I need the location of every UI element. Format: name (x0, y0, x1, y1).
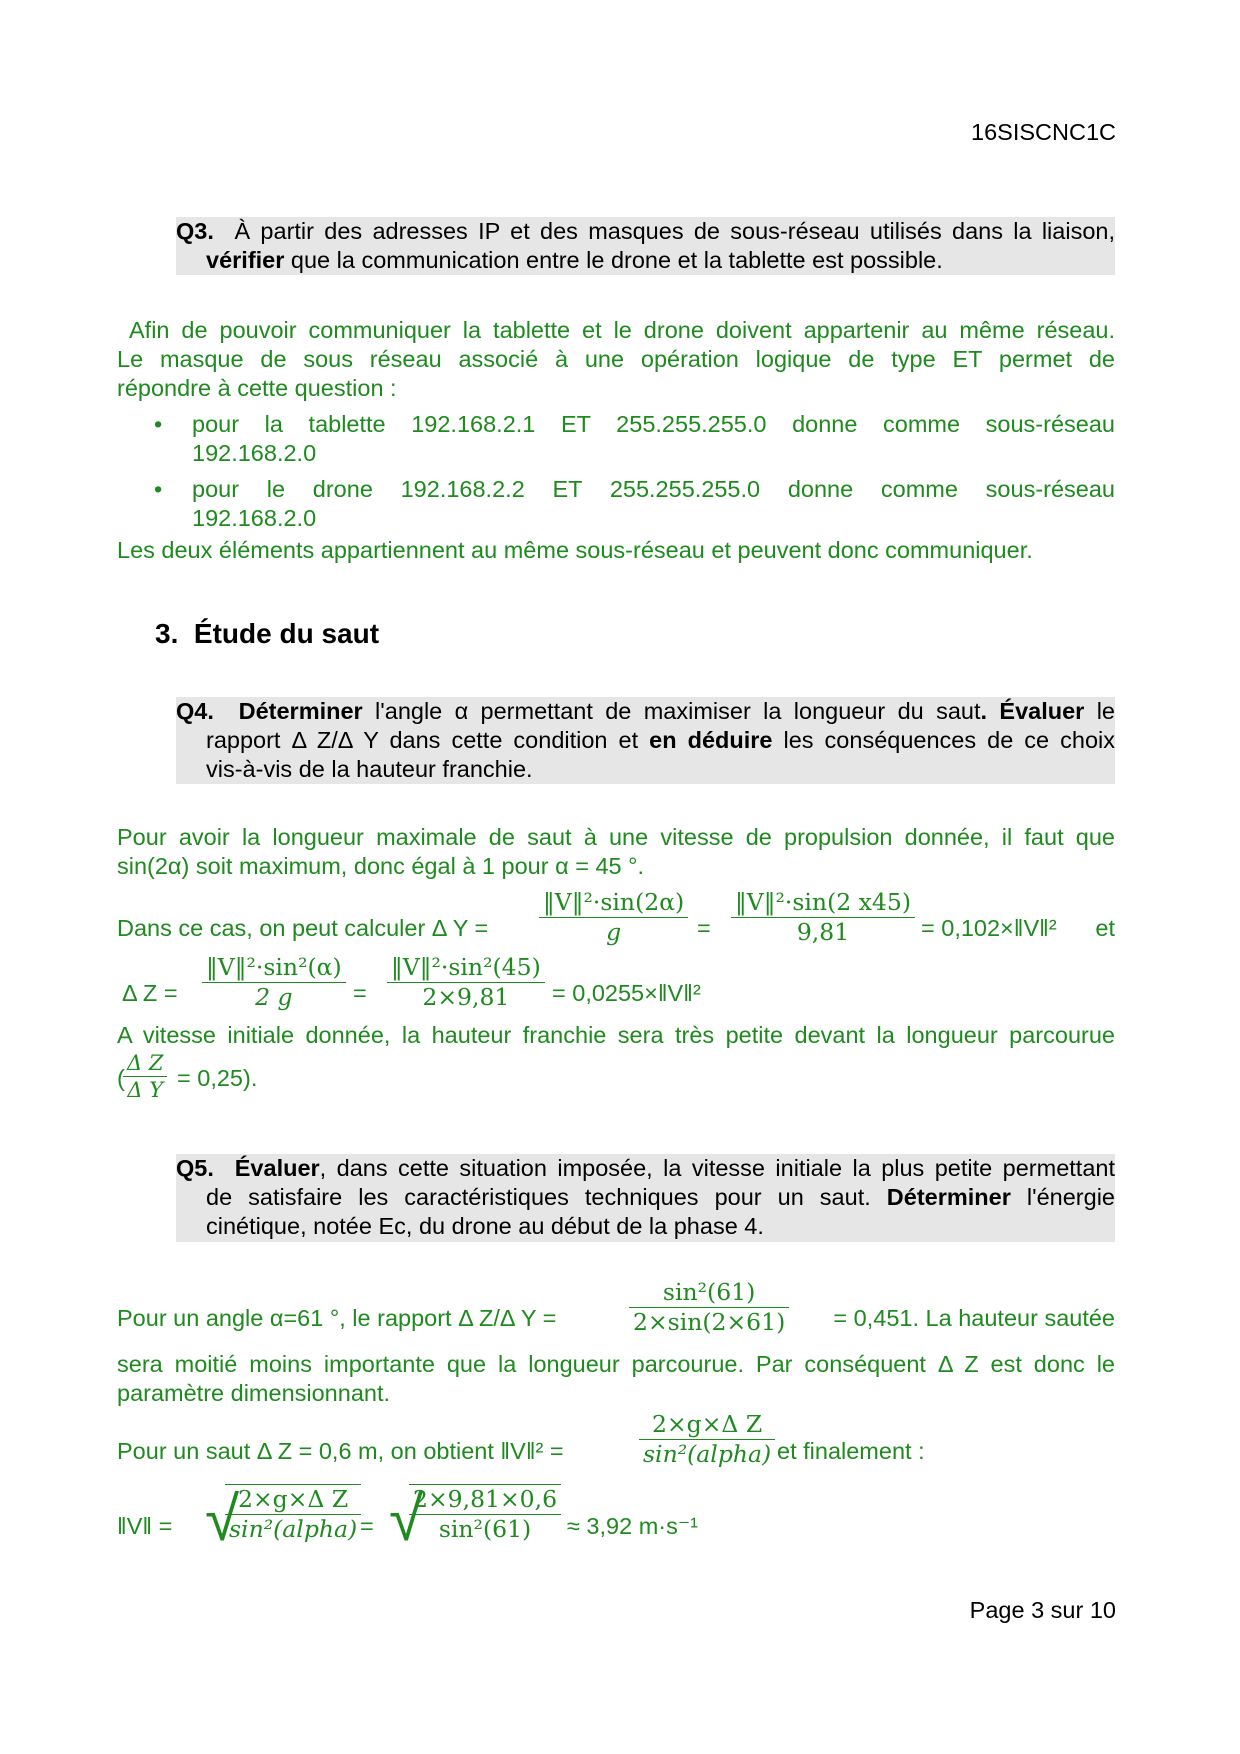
a5-f-fraction-1 (225, 1484, 361, 1544)
a5-f1-den: sin²(alpha) (229, 1515, 358, 1543)
q4-text-2: le (1084, 698, 1115, 724)
a4-dz-fraction-1 (202, 953, 346, 1012)
answer-q4 (117, 823, 1115, 881)
q5-verb-determine: Déterminer (886, 1184, 1011, 1210)
a3-bullet-2-line1: pour le drone 192.168.2.2 ET 255.255.255.0 donne comme sous-réseau (192, 476, 1115, 502)
q5-text-3: l'énergie (1010, 1184, 1115, 1210)
q3-line2: que la communication entre le drone et la tablette est possible. (284, 247, 943, 273)
a5-r-tail: = 0,451. La hauteur sautée (833, 1305, 1115, 1331)
a4-ratio-open: ( (117, 1065, 125, 1091)
q4-verb-determine: Déterminer (238, 698, 363, 724)
a4-eq-1: = (697, 915, 711, 941)
q4-text-3: rapport Δ Z/Δ Y dans cette condition et (206, 727, 650, 753)
a5-f-fraction-2 (409, 1484, 561, 1544)
a4-dy-result: = 0,102×‖V‖² (921, 915, 1057, 941)
a5-p1: sera moitié moins importante que la longueur parcourue. Par conséquent Δ Z est donc le (117, 1351, 1115, 1377)
a5-f-lead: ‖V‖ = (117, 1513, 173, 1539)
a4-ratio-tail: = 0,25). (177, 1065, 258, 1091)
a4-dz-lead: Δ Z = (122, 980, 178, 1006)
a4-dy-f2-den: 9,81 (796, 918, 850, 946)
a3-intro1: Afin de pouvoir communiquer la tablette et le drone doivent appartenir au même réseau. (129, 317, 1115, 343)
a3-bullet-2-line2: 192.168.2.0 (192, 505, 317, 531)
a5-v-tail: et finalement : (777, 1438, 925, 1464)
a3-bullet-2 (117, 475, 1115, 533)
section-title: Étude du saut (193, 618, 380, 649)
q4-label: Q4. (176, 698, 214, 724)
a3-bullet-1-line2: 192.168.2.0 (192, 440, 317, 466)
a5-ratio-fraction (629, 1278, 789, 1337)
a4-p3-block (117, 1021, 1115, 1050)
a4-dz-f1-num: ‖V‖²·sin²(α) (202, 953, 346, 983)
q4-text-1: l'angle α permettant de maximiser la longueur du saut (362, 698, 981, 724)
page-number: Page 3 sur 10 (969, 1597, 1116, 1623)
bullet-icon: • (154, 411, 163, 437)
a4-dy-fraction-2 (731, 888, 915, 947)
a4-dy-tail: et (1095, 915, 1115, 941)
a4-dz-f1-den: 2 g (255, 983, 293, 1011)
a4-p3: A vitesse initiale donnée, la hauteur franchie sera très petite devant la longueur parcourue (117, 1022, 1115, 1048)
q3-label: Q3. (176, 218, 214, 244)
a5-eq: = (360, 1513, 374, 1539)
a4-eq-2: = (353, 980, 367, 1006)
answer-q3 (117, 316, 1115, 565)
a5-v-lead: Pour un saut Δ Z = 0,6 m, on obtient ‖V‖² = (117, 1438, 564, 1464)
a3-intro2: Le masque de sous réseau associé à une opération logique de type ET permet de (117, 346, 1115, 372)
a5-r-num: sin²(61) (629, 1278, 789, 1308)
question-q5 (176, 1154, 1115, 1242)
a4-ratio-fraction (123, 1050, 167, 1103)
q3-verb: vérifier (206, 247, 285, 273)
a3-bullet-1-line1: pour la tablette 192.168.2.1 ET 255.255.255.0 donne comme sous-réseau (192, 411, 1115, 437)
q4-verb-evaluate: . Évaluer (980, 698, 1085, 724)
q5-verb-evaluate: Évaluer (234, 1155, 320, 1181)
q4-verb-deduce: en déduire (649, 727, 773, 753)
a4-dz-f2-num: ‖V‖²·sin²(45) (387, 953, 545, 983)
a3-bullet-1 (117, 410, 1115, 468)
a5-v-den: sin²(alpha) (643, 1440, 772, 1468)
a4-dy-f2-num: ‖V‖²·sin(2 x45) (731, 888, 915, 918)
a4-p2: sin(2α) soit maximum, donc égal à 1 pour α = 45 °. (117, 853, 645, 879)
a4-dy-f1-den: g (606, 918, 622, 946)
a5-f1-num: 2×g×Δ Z (225, 1485, 361, 1515)
sqrt-icon: √ (205, 1485, 240, 1554)
a5-v-num: 2×g×Δ Z (639, 1410, 775, 1440)
q5-text-4: cinétique, notée Ec, du drone au début de la phase 4. (206, 1213, 764, 1239)
question-q4 (176, 697, 1115, 784)
a4-dy-lead: Dans ce cas, on peut calculer Δ Y = (117, 915, 489, 941)
a4-dz-f2-den: 2×9,81 (422, 983, 510, 1011)
a5-f2-den: sin²(61) (438, 1515, 532, 1543)
a4-dy-fraction-1 (539, 888, 688, 947)
q5-text-1: , dans cette situation imposée, la vitesse initiale la plus petite permettant (319, 1155, 1115, 1181)
question-q3 (176, 217, 1115, 275)
q3-line1: À partir des adresses IP et des masques de sous-réseau utilisés dans la liaison, (234, 218, 1115, 244)
a3-conclusion: Les deux éléments appartiennent au même sous-réseau et peuvent donc communiquer. (117, 537, 1033, 563)
sqrt-icon: √ (389, 1485, 424, 1554)
a5-f2-num: 2×9,81×0,6 (409, 1485, 561, 1515)
a4-p1: Pour avoir la longueur maximale de saut à une vitesse de propulsion donnée, il faut que (117, 824, 1115, 850)
a5-v-fraction (639, 1410, 775, 1469)
a5-text-block (117, 1350, 1115, 1408)
section-number: 3. (155, 618, 179, 649)
a4-dy-f1-num: ‖V‖²·sin(2α) (539, 888, 688, 918)
document-code: 16SISCNC1C (971, 119, 1116, 145)
q4-text-4: les conséquences de ce choix (772, 727, 1115, 753)
a4-ratio-den: Δ Y (127, 1078, 164, 1102)
section-heading (155, 618, 379, 650)
a5-r-den: 2×sin(2×61) (633, 1308, 786, 1336)
q4-text-5: vis-à-vis de la hauteur franchie. (206, 756, 533, 782)
q5-label: Q5. (176, 1155, 214, 1181)
bullet-icon: • (154, 476, 163, 502)
a4-dz-result: = 0,0255×‖V‖² (552, 980, 701, 1006)
a3-intro3: répondre à cette question : (117, 375, 397, 401)
a4-dz-fraction-2 (387, 953, 545, 1012)
a5-f-result: ≈ 3,92 m·s⁻¹ (567, 1513, 699, 1539)
a5-p2: paramètre dimensionnant. (117, 1380, 391, 1406)
a4-ratio-num: Δ Z (123, 1050, 167, 1077)
q5-text-2: de satisfaire les caractéristiques techniques pour un saut. (206, 1184, 887, 1210)
a5-r-lead: Pour un angle α=61 °, le rapport Δ Z/Δ Y = (117, 1305, 557, 1331)
